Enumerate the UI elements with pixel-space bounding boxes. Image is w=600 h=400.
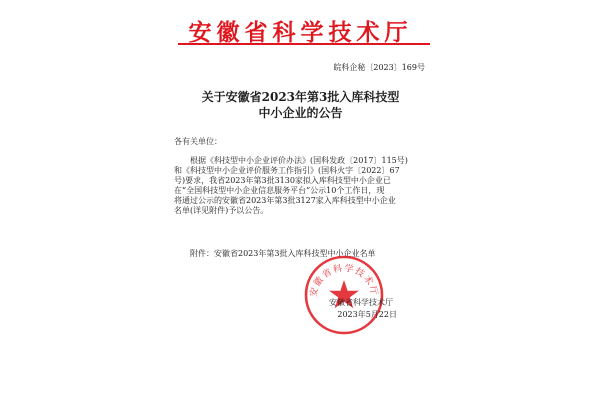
document-number: 皖科企秘〔2023〕169号	[333, 63, 425, 72]
document-title-line-2: 中小企业的公告	[258, 106, 343, 120]
salutation: 各有关单位：	[174, 137, 222, 146]
body-line-2: 和《科技型中小企业评价服务工作指引》(国科火字〔2022〕67	[174, 166, 400, 175]
document-title	[168, 89, 433, 121]
letterhead-title: 安徽省科学技术厅	[188, 19, 413, 46]
body-line-4: 在“全国科技型中小企业信息服务平台”公示10个工作日，现	[174, 186, 385, 195]
body-line-1: 根据《科技型中小企业评价办法》(国科发政〔2017〕115号)	[190, 156, 408, 165]
document-page	[168, 0, 433, 400]
signature-issuer: 安徽省科学技术厅	[329, 298, 393, 307]
document-title-line-1: 关于安徽省2023年第3批入库科技型	[201, 90, 400, 104]
body-paragraph	[174, 156, 439, 216]
body-line-5: 将通过公示的安徽省2023年第3批3127家入库科技型中小企业	[174, 196, 396, 205]
letterhead-red-rule	[178, 43, 430, 45]
body-line-6: 名单(详见附件)予以公告。	[174, 206, 269, 215]
attachment-note: 附件：安徽省2023年第3批入库科技型中小企业名单	[190, 249, 376, 258]
issue-date: 2023年5月22日	[337, 310, 397, 319]
body-line-3: 号)要求，我省2023年第3批3130家拟入库科技型中小企业已	[174, 176, 391, 185]
official-seal-icon	[303, 254, 385, 336]
seal-text: 安徽省科学技术厅	[308, 263, 380, 298]
